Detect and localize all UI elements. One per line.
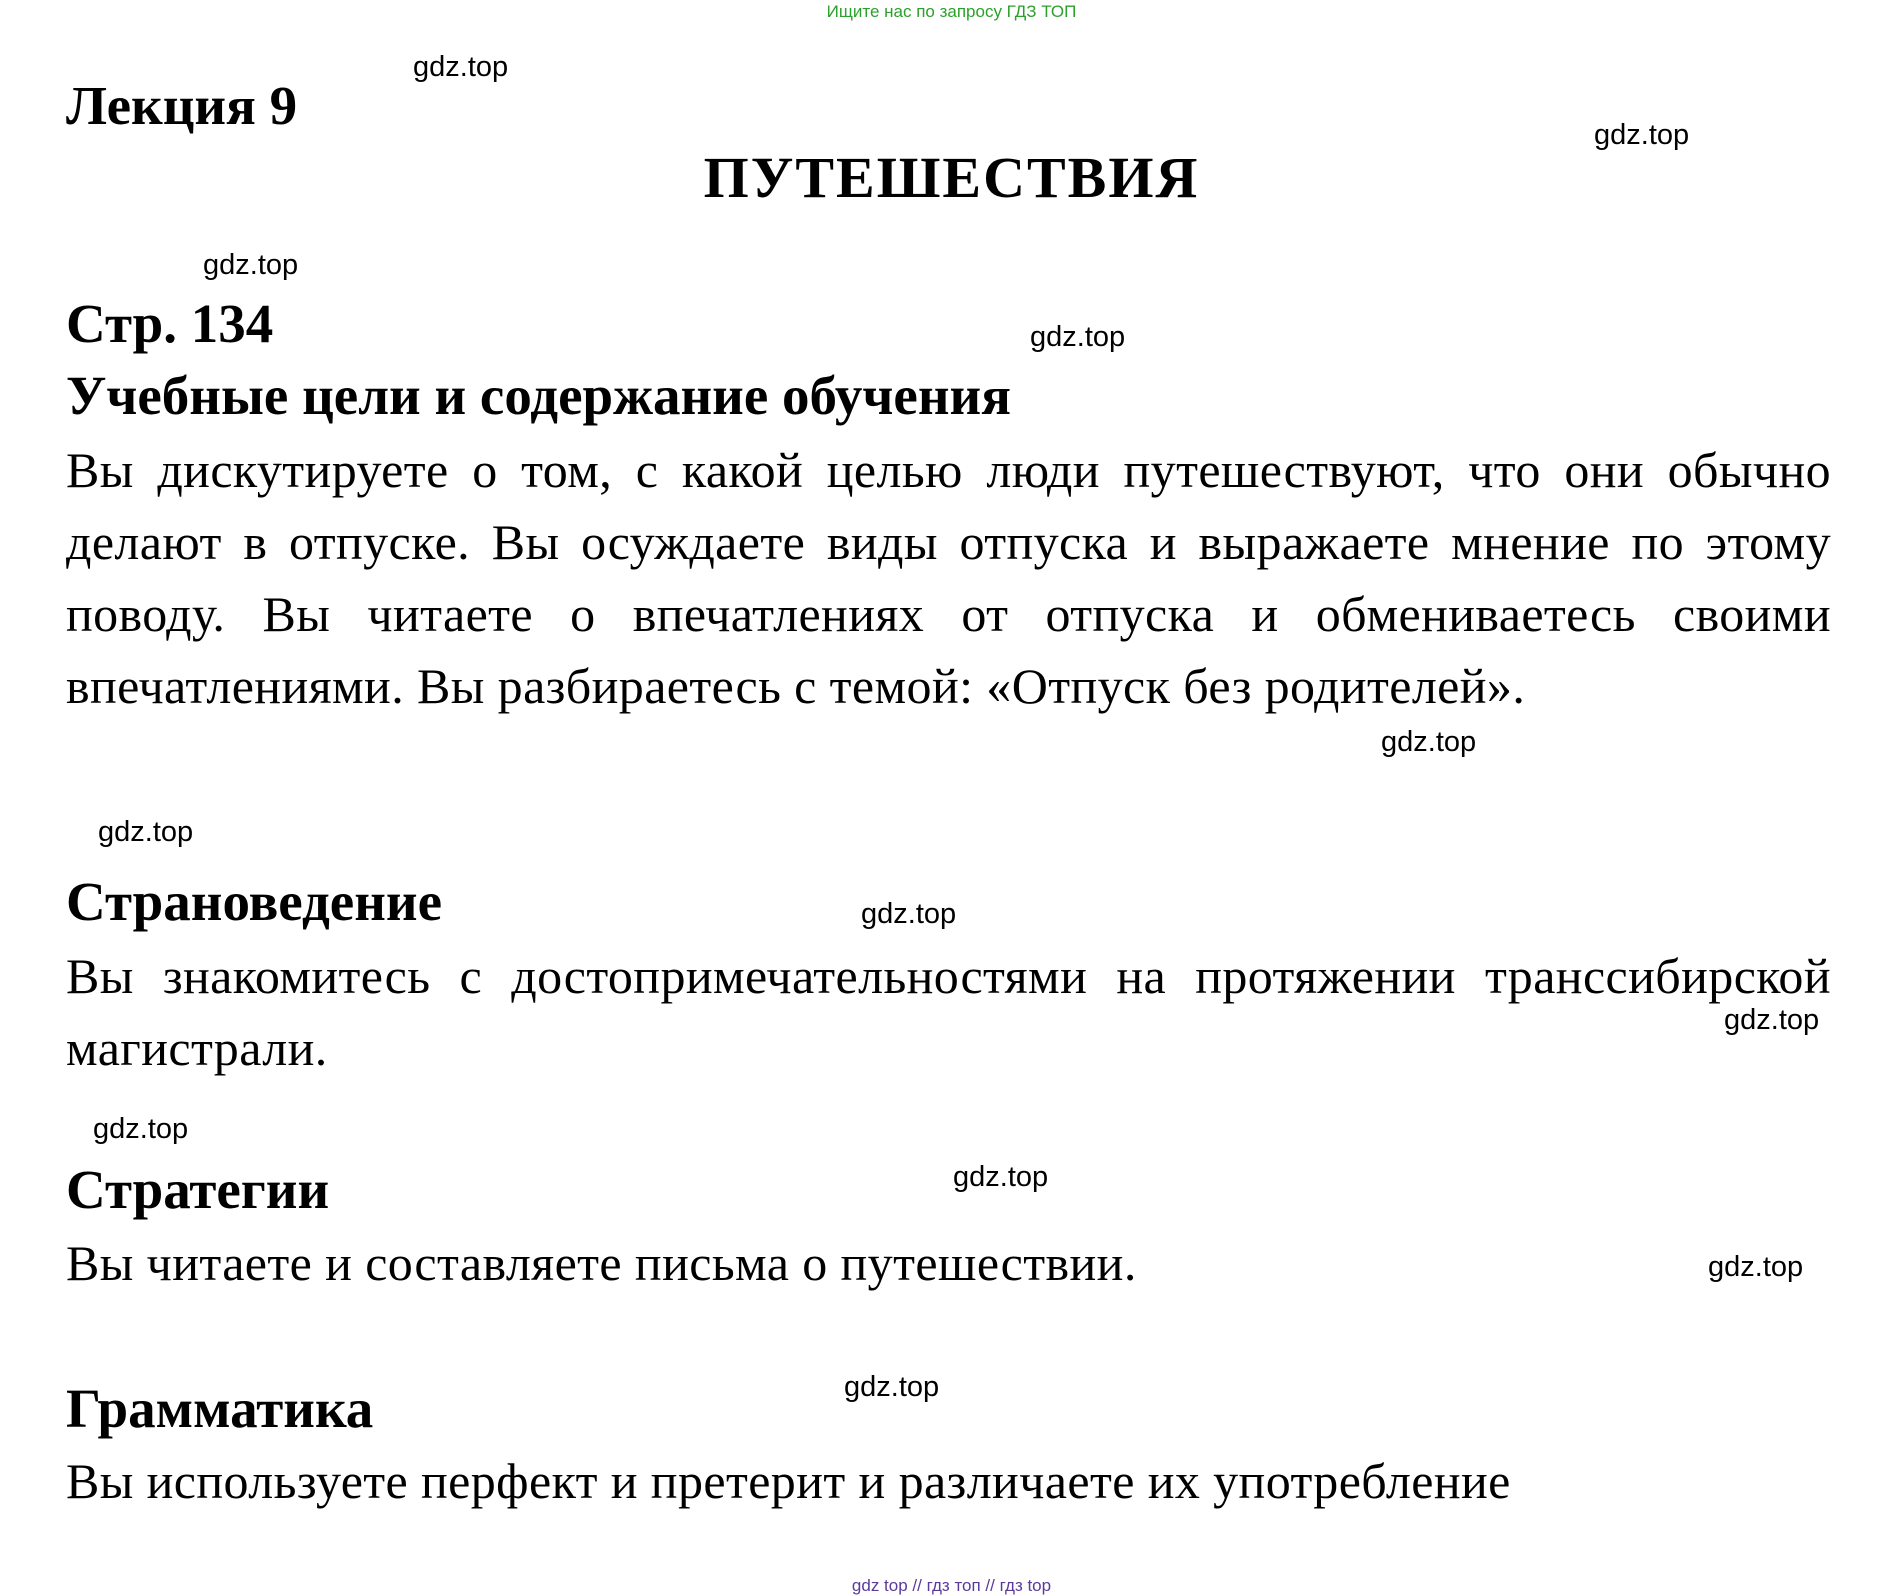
watermark: gdz.top: [93, 1113, 189, 1145]
page-title: ПУТЕШЕСТВИЯ: [703, 145, 1200, 210]
watermark: gdz.top: [861, 898, 957, 930]
top-banner: Ищите нас по запросу ГДЗ ТОП: [826, 2, 1077, 21]
section-heading-goals: Учебные цели и содержание обучения: [66, 365, 1011, 426]
section-heading-grammar: Грамматика: [66, 1378, 374, 1439]
watermark: gdz.top: [1030, 321, 1126, 353]
page-reference: Стр. 134: [66, 293, 274, 354]
footer-watermark: gdz top // гдз топ // гдз top: [851, 1576, 1052, 1595]
section-text-country-studies: Вы знакомитесь с достопримечательностями на протяжении транссибирской магистрали.: [66, 948, 1831, 1076]
watermark: gdz.top: [953, 1161, 1049, 1193]
watermark: gdz.top: [98, 816, 194, 848]
section-heading-strategies: Стратегии: [66, 1159, 330, 1220]
watermark: gdz.top: [1724, 1004, 1820, 1036]
section-heading-country-studies: Страноведение: [66, 871, 443, 932]
watermark: gdz.top: [203, 249, 299, 281]
watermark: gdz.top: [1708, 1251, 1804, 1283]
section-text-goals: Вы дискутируете о том, с какой целью люди путешествуют, что они обычно делают в отпуске. Вы осуждаете виды отпуска и выражаете мнение по этому поводу. Вы читаете о впечатлениях от отпуска и обмениваетесь своими впечатлениями. Вы разбираетесь с темой: «Отпуск без родителей».: [66, 442, 1831, 714]
watermark: gdz.top: [1381, 726, 1477, 758]
watermark: gdz.top: [844, 1371, 940, 1403]
section-text-strategies: Вы читаете и составляете письма о путешествии.: [66, 1235, 1137, 1291]
lecture-label: Лекция 9: [66, 75, 298, 136]
section-text-grammar: Вы используете перфект и претерит и различаете их употребление: [66, 1453, 1511, 1509]
watermark: gdz.top: [413, 51, 509, 83]
watermark: gdz.top: [1594, 119, 1690, 151]
